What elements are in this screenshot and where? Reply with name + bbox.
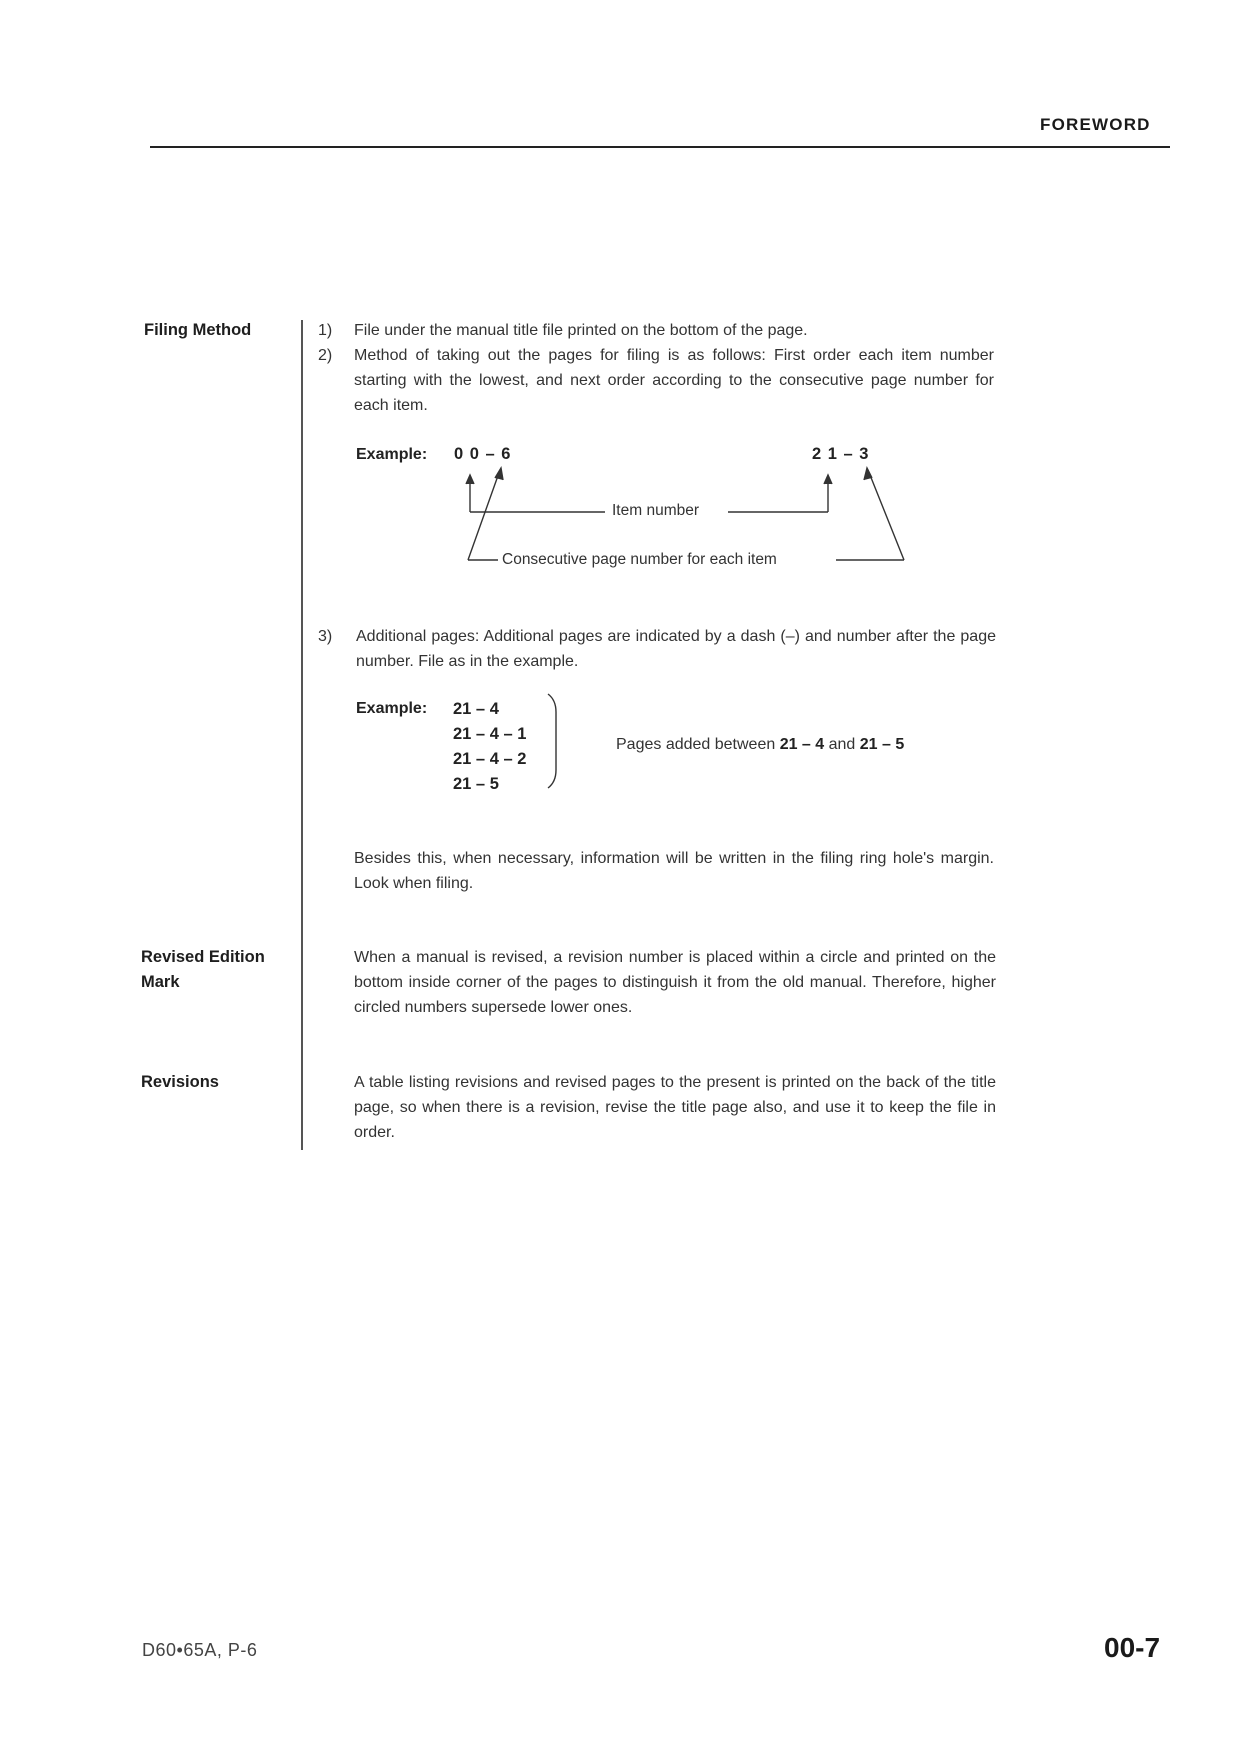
example2-line-3: 21 – 4 – 2 bbox=[453, 750, 527, 768]
item-text-3: Additional pages: Additional pages are indicated by a dash (–) and number after the page number. File as in the example. bbox=[356, 628, 996, 670]
item-text-2: Method of taking out the pages for filing is as follows: First order each item number starting with the lowest, and next order according to the consecutive page number for each item. bbox=[354, 347, 994, 414]
revised-edition-paragraph: When a manual is revised, a revision number is placed within a circle and printed on the bottom inside corner of the pages to distinguish it from the old manual. Therefore, higher circled numbers supersede lower ones. bbox=[354, 949, 996, 1016]
example2-line-4: 21 – 5 bbox=[453, 775, 499, 793]
pages-added-note bbox=[616, 732, 904, 757]
item-number-2: 2) bbox=[318, 347, 333, 364]
footer-manual-code: D60•65A, P-6 bbox=[142, 1640, 258, 1660]
item-number-caption: Item number bbox=[608, 502, 703, 520]
pages-added-prefix: Pages added between bbox=[616, 736, 780, 753]
running-header: FOREWORD bbox=[1040, 115, 1151, 134]
section-label-revisions: Revisions bbox=[141, 1073, 219, 1091]
item-text-1: File under the manual title file printed on the bottom of the page. bbox=[354, 322, 808, 339]
example-label-2: Example: bbox=[356, 700, 428, 717]
example2-line-2: 21 – 4 – 1 bbox=[453, 725, 527, 743]
pages-added-to: 21 – 5 bbox=[859, 736, 905, 753]
item-number-1: 1) bbox=[318, 322, 333, 339]
consecutive-page-caption: Consecutive page number for each item bbox=[498, 551, 781, 569]
besides-paragraph: Besides this, when necessary, information will be written in the filing ring hole's margin. Look when filing. bbox=[354, 850, 994, 892]
example2-line-1: 21 – 4 bbox=[453, 700, 499, 718]
example-code-21-3: 2 1 – 3 bbox=[812, 445, 870, 463]
example-label-1: Example: bbox=[356, 446, 428, 463]
revisions-paragraph: A table listing revisions and revised pages to the present is printed on the back of the title page, so when there is a revision, revise the title page also, and use it to keep the file in order. bbox=[354, 1074, 996, 1141]
revised-edition-label-line-2: Mark bbox=[141, 973, 180, 991]
pages-added-from: 21 – 4 bbox=[779, 736, 825, 753]
page-number: 00-7 bbox=[1104, 1632, 1161, 1663]
revised-edition-label-line-1: Revised Edition bbox=[141, 948, 265, 966]
pages-added-mid: and bbox=[824, 736, 860, 753]
section-label-filing-method: Filing Method bbox=[144, 321, 252, 339]
example-code-00-6: 0 0 – 6 bbox=[454, 445, 512, 463]
section-label-revised-edition bbox=[141, 945, 265, 995]
item-number-3: 3) bbox=[318, 628, 333, 645]
